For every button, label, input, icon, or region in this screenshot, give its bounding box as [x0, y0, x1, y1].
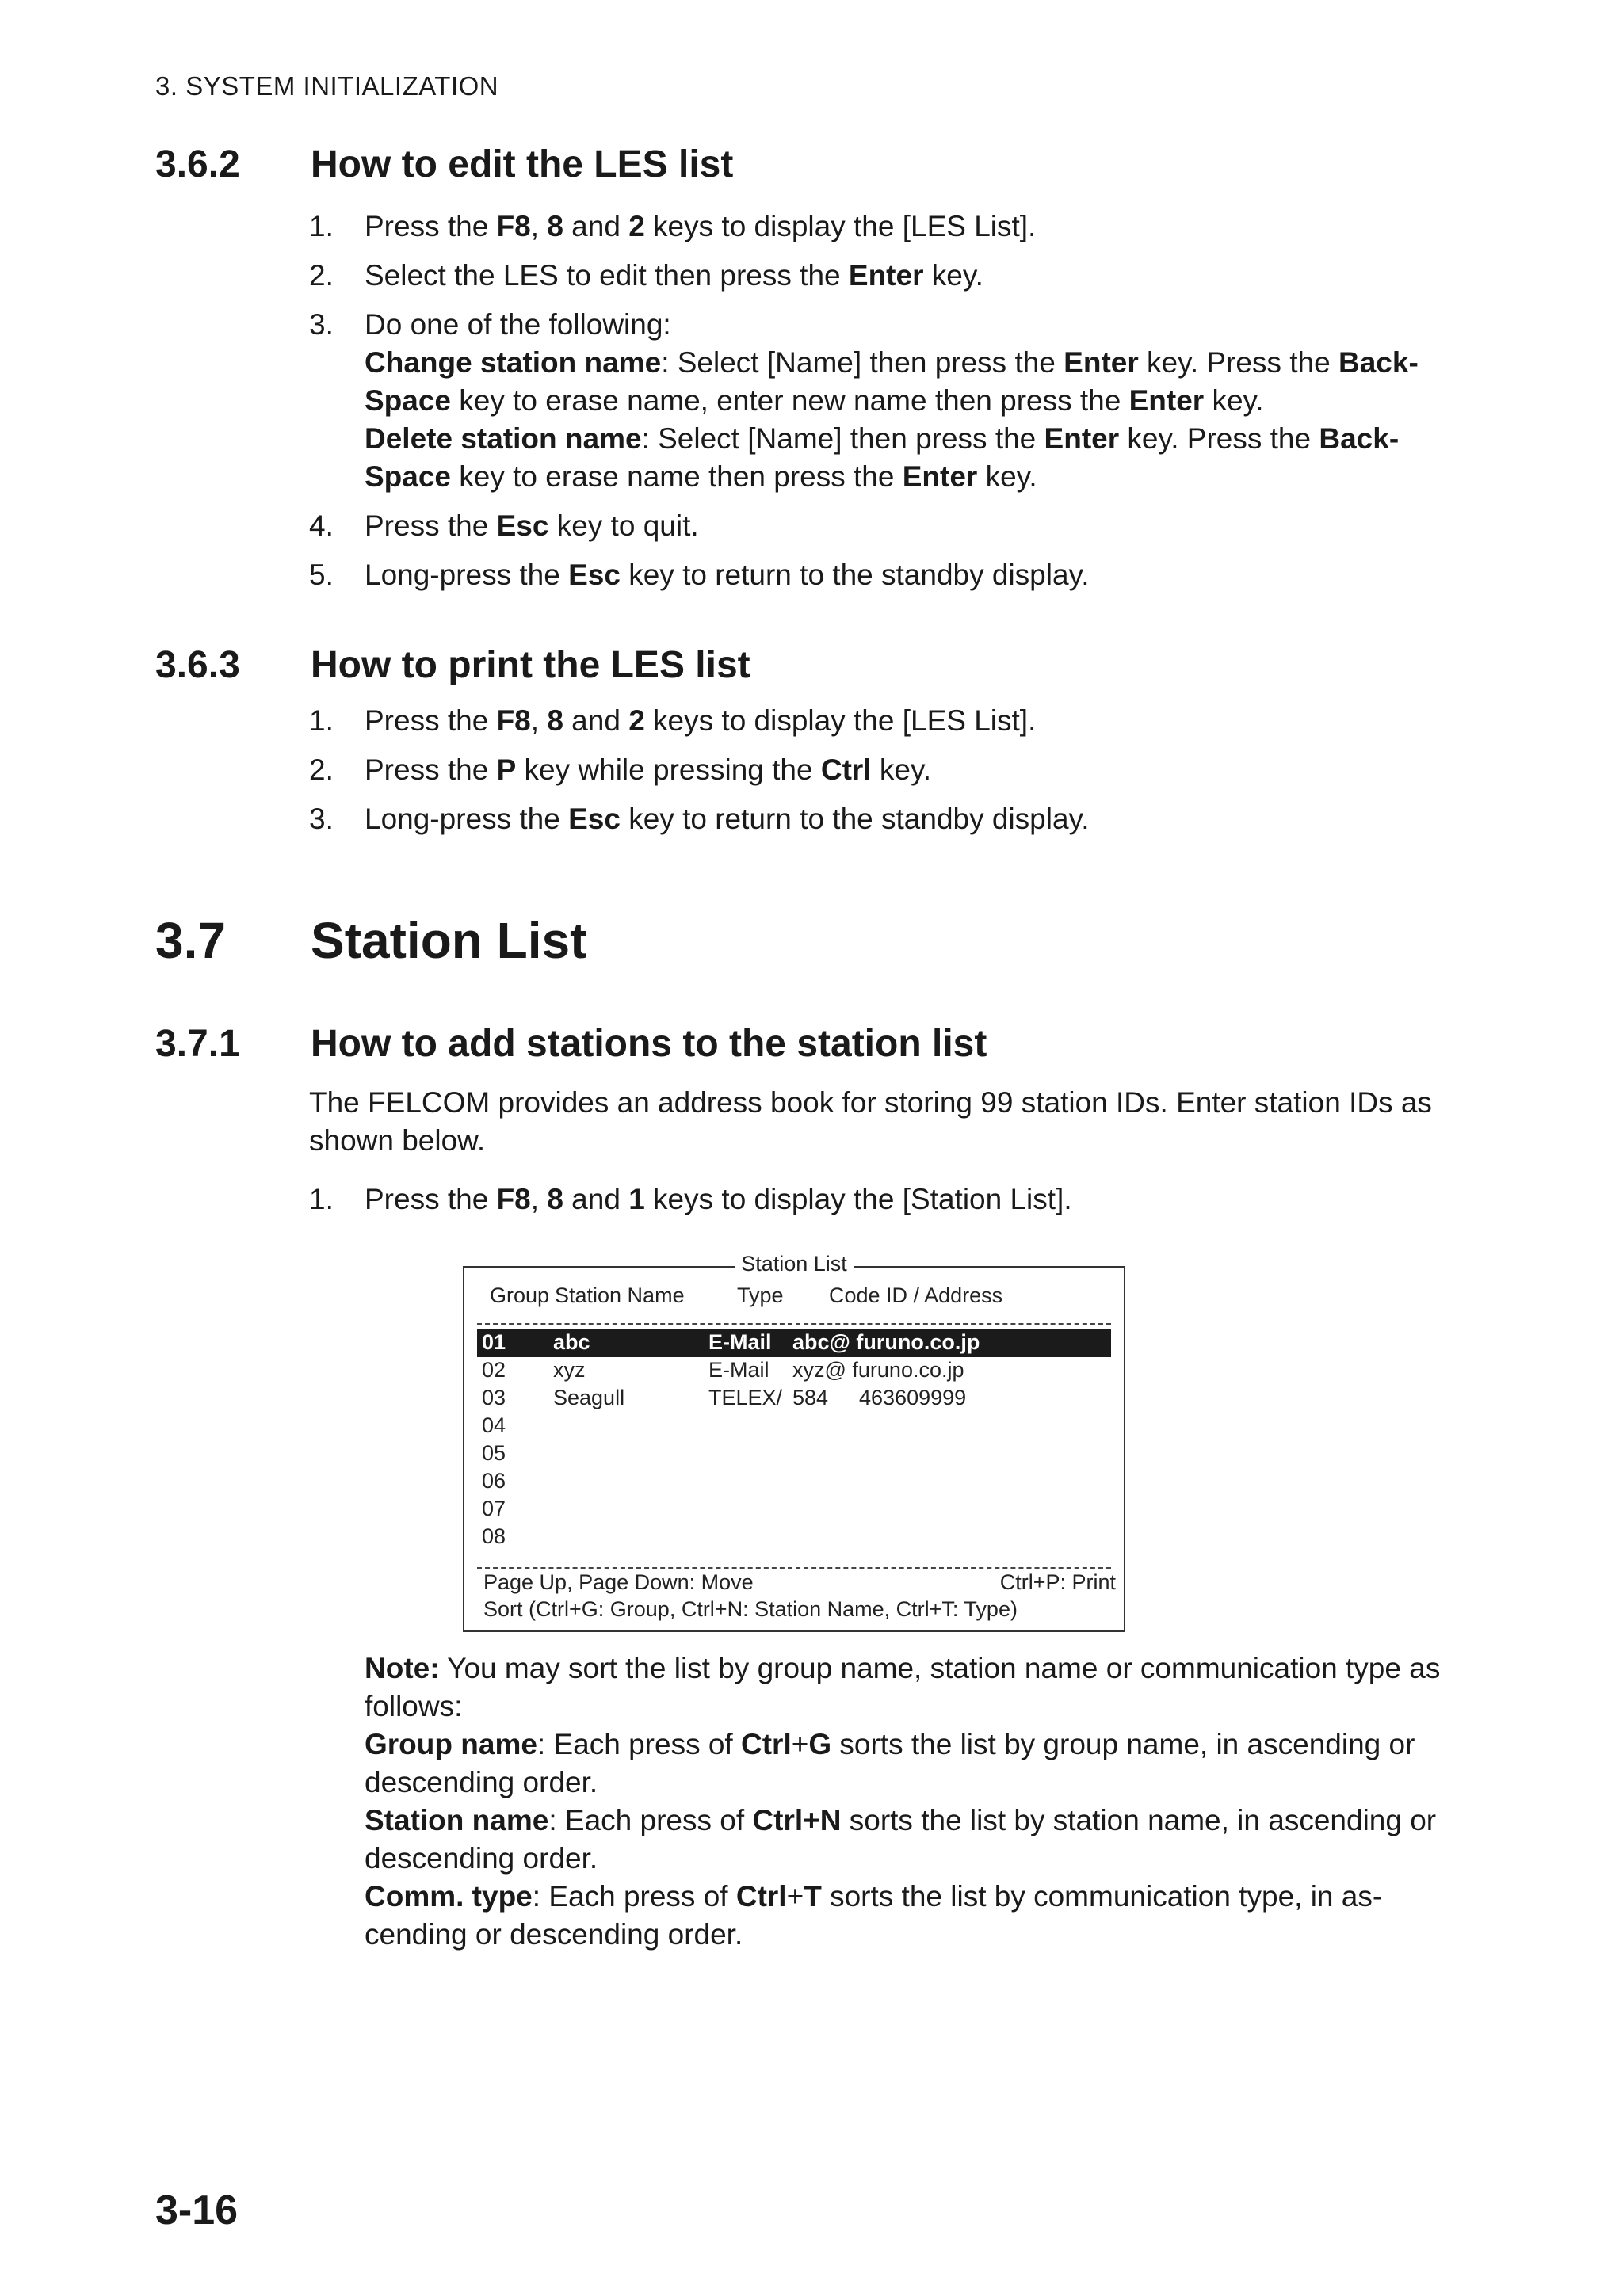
- station-row[interactable]: [477, 1329, 1111, 1357]
- step: [309, 507, 1450, 545]
- header-station-name: Station Name: [555, 1283, 685, 1307]
- header-code: Code ID / Address: [829, 1283, 1003, 1307]
- step: [309, 257, 1450, 295]
- step: [309, 702, 1450, 740]
- cell-group: 08: [482, 1524, 506, 1548]
- step-number: 4.: [309, 509, 334, 542]
- station-list-screen: [463, 1252, 1125, 1632]
- steps-edit-les: [309, 208, 1450, 605]
- screen-title: Station List: [464, 1252, 1124, 1276]
- step-text: Long-press the Esc key to return to the standby display.: [365, 803, 1090, 835]
- cell-group: 01: [482, 1330, 506, 1354]
- section-number: 3.6.2: [155, 143, 240, 185]
- cell-code: 584: [792, 1386, 829, 1409]
- step-text: Do one of the following: Change station name: Select [Name] then press the Enter key. Press the Back-Space key to erase name, enter new name then press the Enter key. Delete station name: Select [Name] then press the Enter key. Press the Back-Space key to erase name then press the Enter key.: [365, 308, 1419, 493]
- step-text: Press the P key while pressing the Ctrl key.: [365, 753, 931, 786]
- section-heading-3-7: [155, 911, 586, 970]
- station-row[interactable]: [477, 1413, 1111, 1440]
- station-row[interactable]: [477, 1524, 1111, 1551]
- footer-sort: Sort (Ctrl+G: Group, Ctrl+N: Station Name, Ctrl+T: Type): [483, 1597, 1018, 1621]
- step-number: 1.: [309, 704, 334, 737]
- cell-group: 03: [482, 1386, 506, 1409]
- cell-group: 04: [482, 1413, 506, 1437]
- section-number: 3.6.3: [155, 644, 240, 686]
- station-row[interactable]: [477, 1496, 1111, 1524]
- step-text: Press the F8, 8 and 2 keys to display the [LES List].: [365, 704, 1037, 737]
- station-row[interactable]: [477, 1385, 1111, 1413]
- step-text: Press the F8, 8 and 2 keys to display the [LES List].: [365, 210, 1037, 242]
- cell-code: abc@ furuno.co.jp: [792, 1330, 980, 1354]
- section-heading-3-6-3: [155, 643, 750, 687]
- section-heading-3-7-1: [155, 1022, 987, 1066]
- column-headers: [490, 1283, 1108, 1312]
- step-number: 1.: [309, 210, 334, 242]
- station-row[interactable]: [477, 1468, 1111, 1496]
- section-number: 3.7.1: [155, 1023, 240, 1065]
- steps-add-station: [309, 1180, 1450, 1230]
- step-number: 1.: [309, 1183, 334, 1215]
- cell-type: E-Mail: [708, 1358, 769, 1382]
- station-row[interactable]: [477, 1357, 1111, 1385]
- cell-group: 07: [482, 1497, 506, 1520]
- cell-name: xyz: [553, 1358, 586, 1382]
- section-title: How to edit the LES list: [311, 143, 734, 185]
- step-text: Long-press the Esc key to return to the standby display.: [365, 559, 1090, 591]
- cell-group: 05: [482, 1441, 506, 1465]
- step-number: 5.: [309, 559, 334, 591]
- divider: [477, 1567, 1111, 1569]
- intro-paragraph: The FELCOM provides an address book for storing 99 station IDs. Enter station IDs as shown below.: [309, 1086, 1432, 1157]
- section-title: How to add stations to the station list: [311, 1023, 987, 1065]
- note-block: Note: You may sort the list by group name, station name or communication type as follows: Group name: Each press of Ctrl+G sorts the list by group name, in ascending or descending order. Station name: Each press of Ctrl+N sorts the list by station name, in ascending or descending order. Comm. type: Each press of Ctrl+T sorts the list by communication type, in as-cending or descending order.: [365, 1652, 1441, 1951]
- section-heading-3-6-2: [155, 143, 733, 186]
- step-text: Press the F8, 8 and 1 keys to display the [Station List].: [365, 1183, 1072, 1215]
- running-head: 3. SYSTEM INITIALIZATION: [155, 71, 499, 101]
- cell-name: abc: [553, 1330, 590, 1354]
- step-text: Press the Esc key to quit.: [365, 509, 699, 542]
- step: [309, 208, 1450, 246]
- cell-group: 06: [482, 1469, 506, 1493]
- steps-print-les: [309, 702, 1450, 849]
- station-row[interactable]: [477, 1440, 1111, 1468]
- step: [309, 306, 1450, 496]
- section-title: Station List: [311, 912, 587, 969]
- step-number: 3.: [309, 308, 334, 341]
- cell-extra: 463609999: [859, 1386, 967, 1409]
- section-number: 3.7: [155, 912, 226, 969]
- cell-type: TELEX/: [708, 1386, 783, 1409]
- footer-move: Page Up, Page Down: Move: [483, 1570, 754, 1594]
- step-number: 3.: [309, 803, 334, 835]
- step-text: Select the LES to edit then press the Enter key.: [365, 259, 983, 292]
- step: [309, 800, 1450, 838]
- step: [309, 556, 1450, 594]
- step: [309, 1180, 1450, 1219]
- header-type: Type: [737, 1283, 784, 1307]
- cell-type: E-Mail: [708, 1330, 772, 1354]
- section-title: How to print the LES list: [311, 644, 750, 686]
- cell-name: Seagull: [553, 1386, 625, 1409]
- footer-print: Ctrl+P: Print: [999, 1570, 1116, 1594]
- step: [309, 751, 1450, 789]
- page-number: 3-16: [155, 2187, 239, 2233]
- footer-line-1: [483, 1570, 1116, 1595]
- cell-code: xyz@ furuno.co.jp: [792, 1358, 964, 1382]
- divider: [477, 1323, 1111, 1325]
- header-group: Group: [490, 1283, 550, 1307]
- step-number: 2.: [309, 259, 334, 292]
- cell-group: 02: [482, 1358, 506, 1382]
- step-number: 2.: [309, 753, 334, 786]
